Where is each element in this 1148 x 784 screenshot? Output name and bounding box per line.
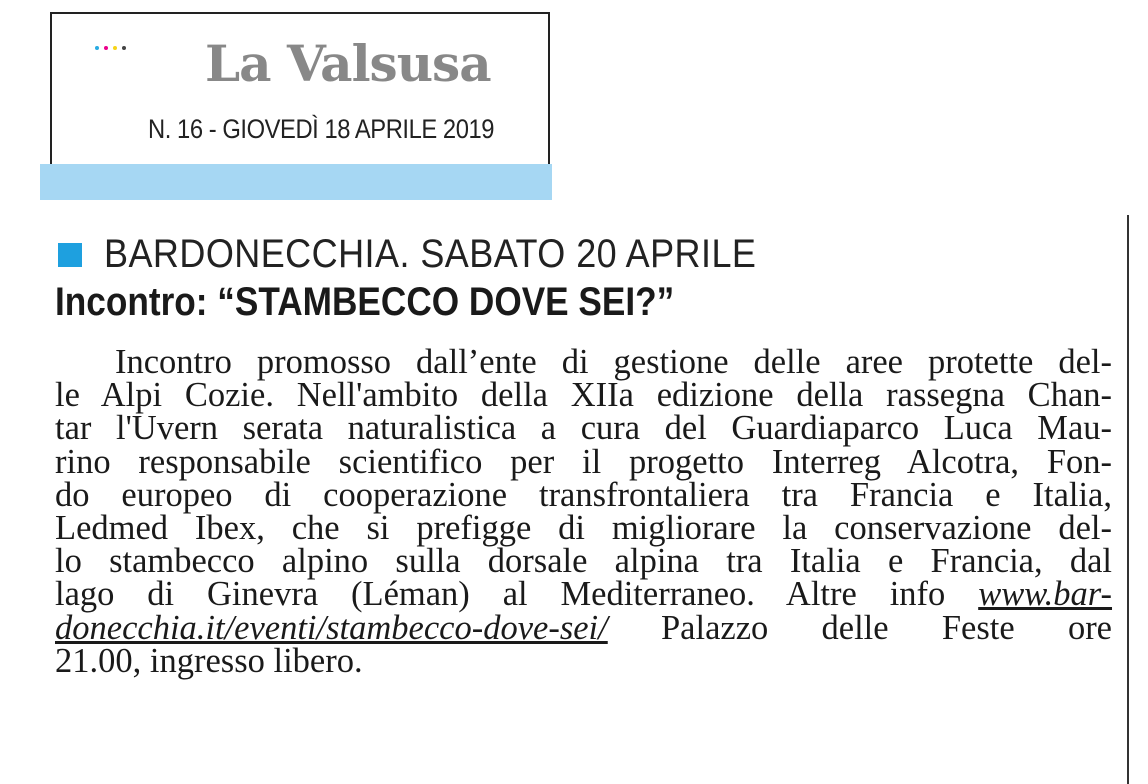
body-line: Incontro promosso dall’ente di gestione delle aree protette del- <box>115 343 1112 381</box>
masthead-color-bar <box>40 164 552 200</box>
event-link-part2[interactable]: donecchia.it/eventi/stambecco-dove-sei/ <box>55 608 608 647</box>
article-body <box>55 343 1113 680</box>
kicker-text: BARDONECCHIA. SABATO 20 APRILE <box>104 232 757 276</box>
dot-cyan <box>95 46 99 50</box>
body-line-with-link <box>55 575 1113 614</box>
column-rule <box>1127 215 1129 784</box>
dot-black <box>122 46 126 50</box>
body-text-segment: Palazzo delle Feste ore <box>607 608 1112 647</box>
issue-date: N. 16 - GIOVEDÌ 18 APRILE 2019 <box>148 114 495 144</box>
body-line: 21.00, ingresso libero. <box>55 641 363 680</box>
body-line: lo stambecco alpino sulla dorsale alpina tra Italia e Francia, dal <box>55 542 1112 581</box>
dot-magenta <box>104 46 108 50</box>
body-line: rino responsabile scientifico per il progetto Interreg Alcotra, Fon- <box>55 442 1112 481</box>
body-line-with-link <box>55 608 1112 647</box>
body-line: tar l'Uvern serata naturalistica a cura del Guardiaparco Luca Mau- <box>55 409 1112 448</box>
newspaper-name: La Valsusa <box>205 34 491 93</box>
article-kicker <box>58 232 829 277</box>
color-dots-icon <box>95 46 126 50</box>
body-line: le Alpi Cozie. Nell'ambito della XIIa edizione della rassegna Chan- <box>55 376 1112 415</box>
event-link-part1[interactable]: www.bar- <box>978 575 1113 614</box>
body-text-segment: lago di Ginevra (Léman) al Mediterraneo. Altre info <box>55 575 946 614</box>
dot-yellow <box>113 46 117 50</box>
body-line: Ledmed Ibex, che si prefigge di migliorare la conservazione del- <box>55 509 1112 548</box>
kicker-square-icon <box>58 243 82 267</box>
masthead <box>40 12 552 200</box>
body-line: do europeo di cooperazione transfrontaliera tra Francia e Italia, <box>55 475 1112 514</box>
article-headline: Incontro: “STAMBECCO DOVE SEI?” <box>55 280 675 324</box>
